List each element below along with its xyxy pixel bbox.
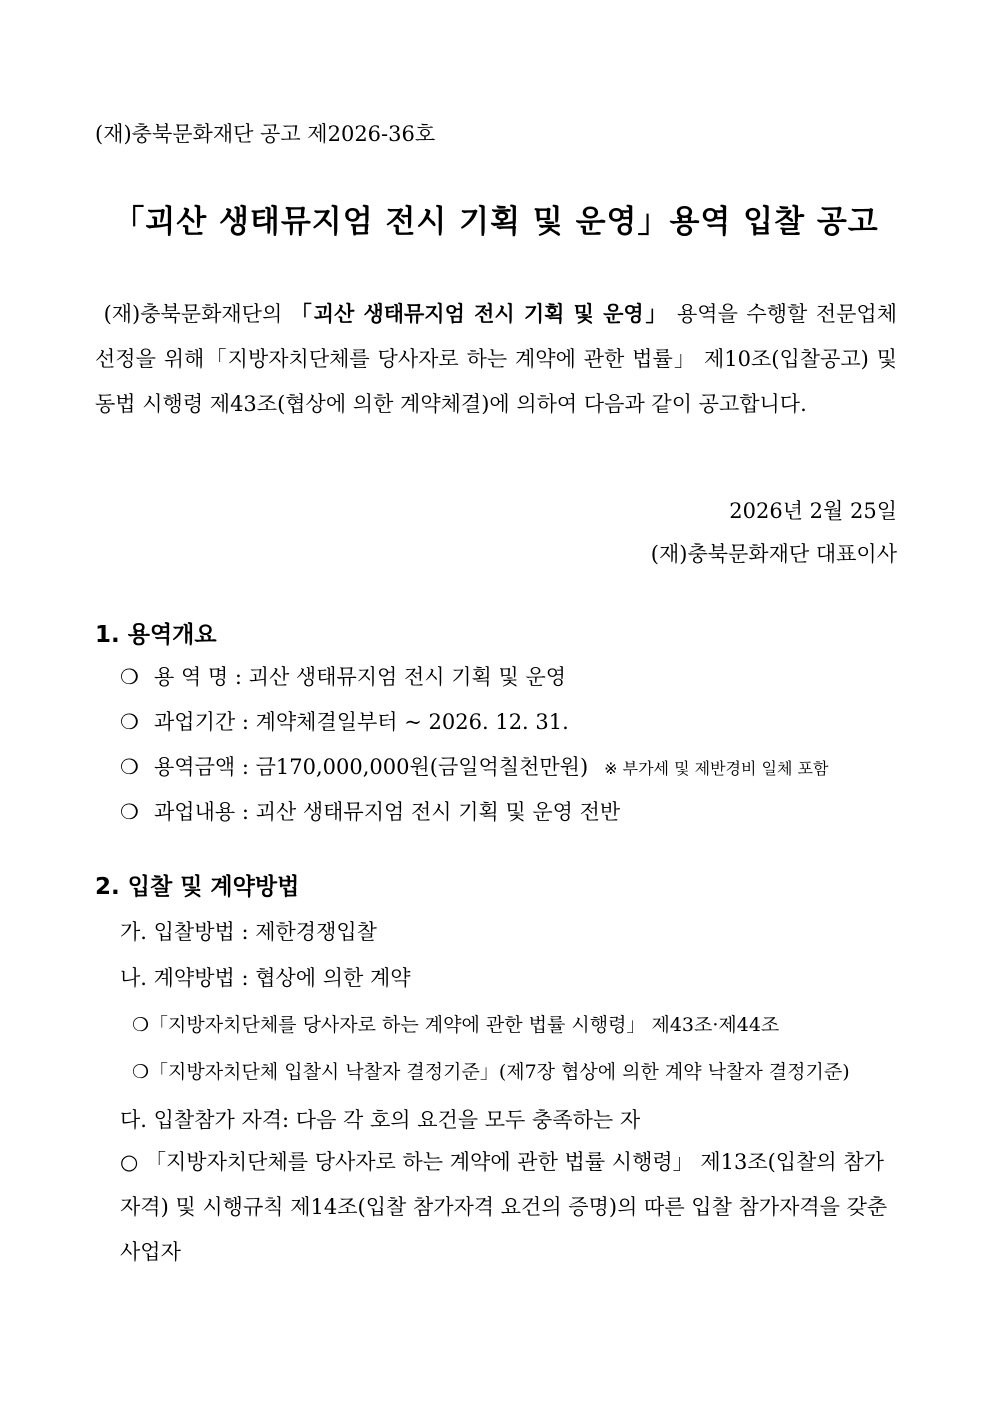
overview-label: 과업내용 : <box>154 800 249 824</box>
qualification-text: 「지방자치단체를 당사자로 하는 계약에 관한 법률 시행령」 제13조(입찰의 참가자격) 및 시행규칙 제14조(입찰 참가자격 요건의 증명)의 따른 입찰 참가자격을 갖춘 사업자 <box>120 1150 888 1264</box>
contract-basis-1 <box>132 1010 779 1037</box>
contract-basis-text: 「지방자치단체를 당사자로 하는 계약에 관한 법률 시행령」 제43조·제44조 <box>149 1014 780 1036</box>
overview-value: 괴산 생태뮤지엄 전시 기획 및 운영 <box>248 665 567 689</box>
overview-item-period <box>120 706 569 736</box>
page-title: 「괴산 생태뮤지엄 전시 기획 및 운영」용역 입찰 공고 <box>113 204 879 240</box>
bid-qualification: 다. 입찰참가 자격: 다음 각 호의 요건을 모두 충족하는 자 <box>120 1108 641 1132</box>
amount-note: ※ 부가세 및 제반경비 일체 포함 <box>604 759 829 778</box>
intro-text-2: 용역을 수행할 전문업체 선정을 위해「지방자치단체를 당사자로 하는 계약에 관한 법률」 제10조(입찰공고) 및 동법 시행령 제43조(협상에 의한 계약체결)에 의하여 다음과 같이 공고합니다. <box>95 302 897 416</box>
circle-bullet-icon: ❍ <box>132 1014 150 1036</box>
contract-basis-text: 「지방자치단체 입찰시 낙찰자 결정기준」(제7장 협상에 의한 계약 낙찰자 결정기준) <box>149 1061 850 1083</box>
intro-paragraph <box>95 292 897 427</box>
circle-bullet-icon: ❍ <box>120 755 139 779</box>
small-circle-bullet-icon: ○ <box>120 1150 139 1174</box>
circle-bullet-icon: ❍ <box>120 665 139 689</box>
notice-number: (재)충북문화재단 공고 제2026-36호 <box>95 122 436 146</box>
circle-bullet-icon: ❍ <box>132 1061 150 1083</box>
section-1-heading: 1. 용역개요 <box>95 622 217 648</box>
qualification-item <box>120 1140 898 1275</box>
overview-value: 괴산 생태뮤지엄 전시 기획 및 운영 전반 <box>255 800 621 824</box>
overview-value: 계약체결일부터 ~ 2026. 12. 31. <box>255 710 569 734</box>
overview-label: 과업기간 : <box>154 710 249 734</box>
overview-value: 금170,000,000원(금일억칠천만원) <box>255 755 589 779</box>
notice-date: 2026년 2월 25일 <box>729 499 897 523</box>
section-2-heading: 2. 입찰 및 계약방법 <box>95 874 300 900</box>
overview-item-name <box>120 661 566 691</box>
circle-bullet-icon: ❍ <box>120 710 139 734</box>
intro-project-name: 「괴산 생태뮤지엄 전시 기획 및 운영」 <box>290 302 669 326</box>
overview-label: 용 역 명 : <box>154 665 242 689</box>
circle-bullet-icon: ❍ <box>120 800 139 824</box>
issuer-name: (재)충북문화재단 대표이사 <box>650 542 897 566</box>
contract-method: 나. 계약방법 : 협상에 의한 계약 <box>120 966 411 990</box>
overview-item-amount <box>120 751 828 781</box>
intro-text-1: (재)충북문화재단의 <box>103 302 291 326</box>
contract-basis-2 <box>132 1057 850 1084</box>
overview-item-scope <box>120 796 620 826</box>
bid-method: 가. 입찰방법 : 제한경쟁입찰 <box>120 920 377 944</box>
overview-label: 용역금액 : <box>154 755 249 779</box>
